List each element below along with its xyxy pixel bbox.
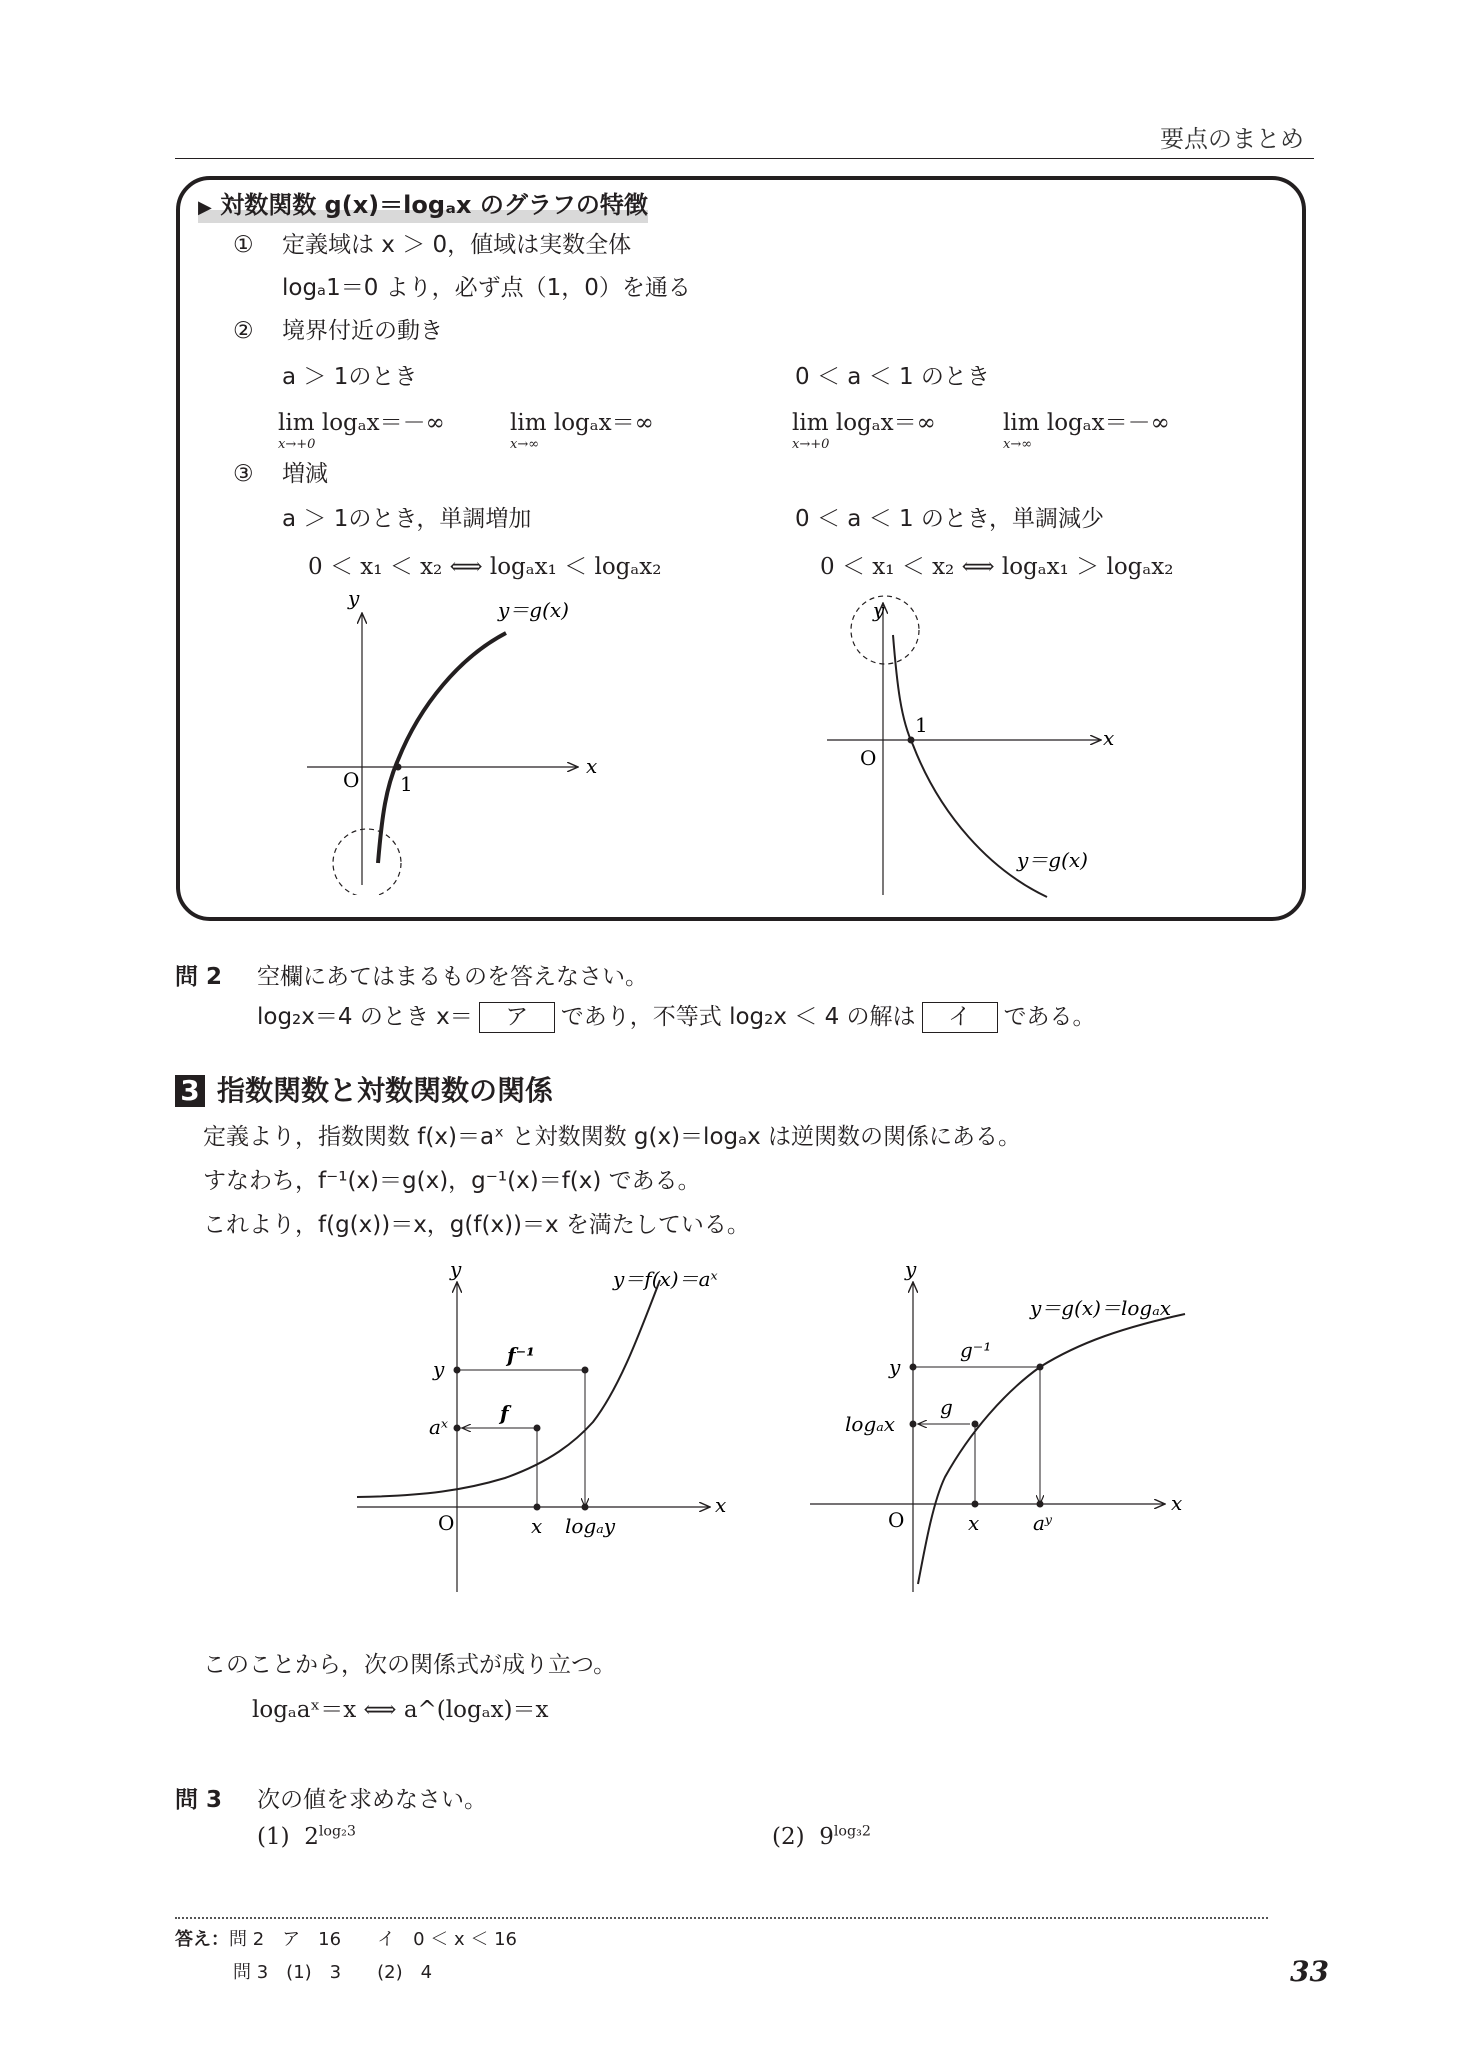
origin-label: O: [860, 746, 877, 770]
item1-line2: logₐ1＝0 より，必ず点（1，0）を通る: [282, 275, 691, 301]
q2-line: [257, 1002, 1096, 1033]
x-tick: x: [531, 1514, 543, 1538]
item1-num: ①: [233, 232, 254, 258]
curve-label: y＝g(x): [498, 598, 569, 622]
item3-head: 増減: [282, 461, 328, 487]
ax-tick: aˣ: [429, 1415, 449, 1439]
item3-right-rel: 0 ＜ x₁ ＜ x₂ ⟺ logₐx₁ ＞ logₐx₂: [820, 554, 1174, 580]
item2-right-cond: 0 ＜ a ＜ 1 のとき: [795, 364, 990, 390]
answers-q3: 問 3 (1) 3 (2) 4: [233, 1962, 433, 1983]
q2-line-c: である。: [1003, 1004, 1096, 1030]
one-label: 1: [915, 713, 928, 737]
relation-formula: logₐaˣ＝x ⟺ a^(logₐx)＝x: [252, 1697, 549, 1723]
x-axis-label: x: [1171, 1491, 1183, 1515]
answer-box-a[interactable]: ア: [479, 1002, 555, 1033]
logy-tick: logₐy: [565, 1514, 616, 1538]
item3-left-rel: 0 ＜ x₁ ＜ x₂ ⟺ logₐx₁ ＜ logₐx₂: [308, 554, 662, 580]
point-1-0: [395, 764, 402, 771]
y-label: y: [873, 598, 885, 622]
limit-4: lim logₐx＝－∞ x→∞: [1003, 410, 1170, 452]
x-label: x: [1103, 726, 1115, 750]
section3-p2: すなわち，f⁻¹(x)＝g(x)，g⁻¹(x)＝f(x) である。: [203, 1168, 701, 1194]
q2-line-a: log₂x＝4 のとき x＝: [257, 1004, 473, 1030]
log-graph-decreasing: [815, 595, 1145, 905]
item2-left-cond: a ＞ 1のとき: [282, 364, 418, 390]
curve-label: y＝g(x)＝logₐx: [1030, 1296, 1172, 1320]
relation-intro: このことから，次の関係式が成り立つ。: [203, 1652, 617, 1678]
section3-p3: これより，f(g(x))＝x，g(f(x))＝x を満たしている。: [203, 1212, 750, 1238]
y-axis-label: y: [450, 1262, 462, 1281]
section3-heading: [175, 1074, 553, 1108]
ginv-label: g⁻¹: [960, 1338, 992, 1362]
origin-label: O: [343, 768, 360, 792]
section3-p1: 定義より，指数関数 f(x)＝aˣ と対数関数 g(x)＝logₐx は逆関数の関係にある。: [203, 1124, 1022, 1150]
box-title-text: 対数関数 g(x)＝logₐx のグラフの特徴: [220, 191, 648, 219]
one-label: 1: [400, 772, 413, 796]
q2-line-b: であり，不等式 log₂x ＜ 4 の解は: [560, 1004, 916, 1030]
x-tick: x: [968, 1511, 980, 1535]
curve-label: y＝g(x): [1017, 848, 1088, 872]
answers-line-1: [175, 1928, 517, 1952]
asymptote-circle: [851, 596, 919, 664]
exp-curve: [357, 1280, 660, 1497]
ay-tick: aʸ: [1033, 1511, 1053, 1535]
q2-text: 空欄にあてはまるものを答えなさい。: [257, 964, 648, 990]
point-1-0: [908, 737, 915, 744]
item2-head: 境界付近の動き: [282, 318, 443, 344]
item3-right-cond: 0 ＜ a ＜ 1 のとき，単調減少: [795, 506, 1104, 532]
y-tick: y: [433, 1357, 445, 1381]
section-badge: 3: [175, 1075, 205, 1107]
answers-label: 答え：: [175, 1929, 229, 1950]
logx-tick: logₐx: [845, 1412, 896, 1436]
box-title: [198, 190, 648, 223]
g-label: g: [940, 1395, 953, 1419]
exp-graph: [345, 1262, 745, 1602]
log-inverse-graph: [805, 1262, 1205, 1602]
x-label: x: [586, 754, 598, 778]
finv-label: f⁻¹: [507, 1343, 535, 1367]
origin-label: O: [438, 1511, 455, 1535]
q3-text: 次の値を求めなさい。: [257, 1787, 487, 1813]
asymptote-circle: [333, 829, 401, 895]
q3-label: 問 3: [175, 1787, 223, 1813]
q3-problem-1: (1) $2^{log_23}$: [257, 1823, 356, 1850]
item1-line1: 定義域は x ＞ 0，値域は実数全体: [282, 232, 632, 258]
f-label: f: [500, 1401, 509, 1425]
q2-label: 問 2: [175, 964, 223, 990]
header-rule: [175, 158, 1314, 159]
answers-q2: 問 2 ア 16 イ 0 ＜ x ＜ 16: [229, 1929, 517, 1950]
answers-divider: [175, 1917, 1268, 1919]
triangle-icon: ▶: [198, 197, 212, 218]
header-title: 要点のまとめ: [1160, 125, 1304, 153]
q3-problem-2: (2) $9^{log_32}$: [772, 1823, 871, 1850]
item2-num: ②: [233, 318, 254, 344]
answer-box-b[interactable]: イ: [922, 1002, 998, 1033]
limit-3: lim logₐx＝∞ x→+0: [792, 410, 936, 452]
log-graph-increasing: [300, 595, 630, 895]
origin-label: O: [888, 1508, 905, 1532]
item3-num: ③: [233, 461, 254, 487]
y-axis-label: y: [905, 1262, 917, 1281]
log-curve: [378, 633, 506, 863]
limit-2: lim logₐx＝∞ x→∞: [510, 410, 654, 452]
y-label: y: [348, 595, 360, 610]
y-tick: y: [889, 1355, 901, 1379]
section3-title: 指数関数と対数関数の関係: [217, 1074, 554, 1107]
limit-1: lim logₐx＝－∞ x→+0: [278, 410, 445, 452]
curve-label: y＝f(x)＝aˣ: [613, 1267, 718, 1291]
page-number: 33: [1290, 1955, 1329, 1988]
x-axis-label: x: [715, 1493, 727, 1517]
log-curve: [918, 1314, 1185, 1584]
item3-left-cond: a ＞ 1のとき，単調増加: [282, 506, 532, 532]
